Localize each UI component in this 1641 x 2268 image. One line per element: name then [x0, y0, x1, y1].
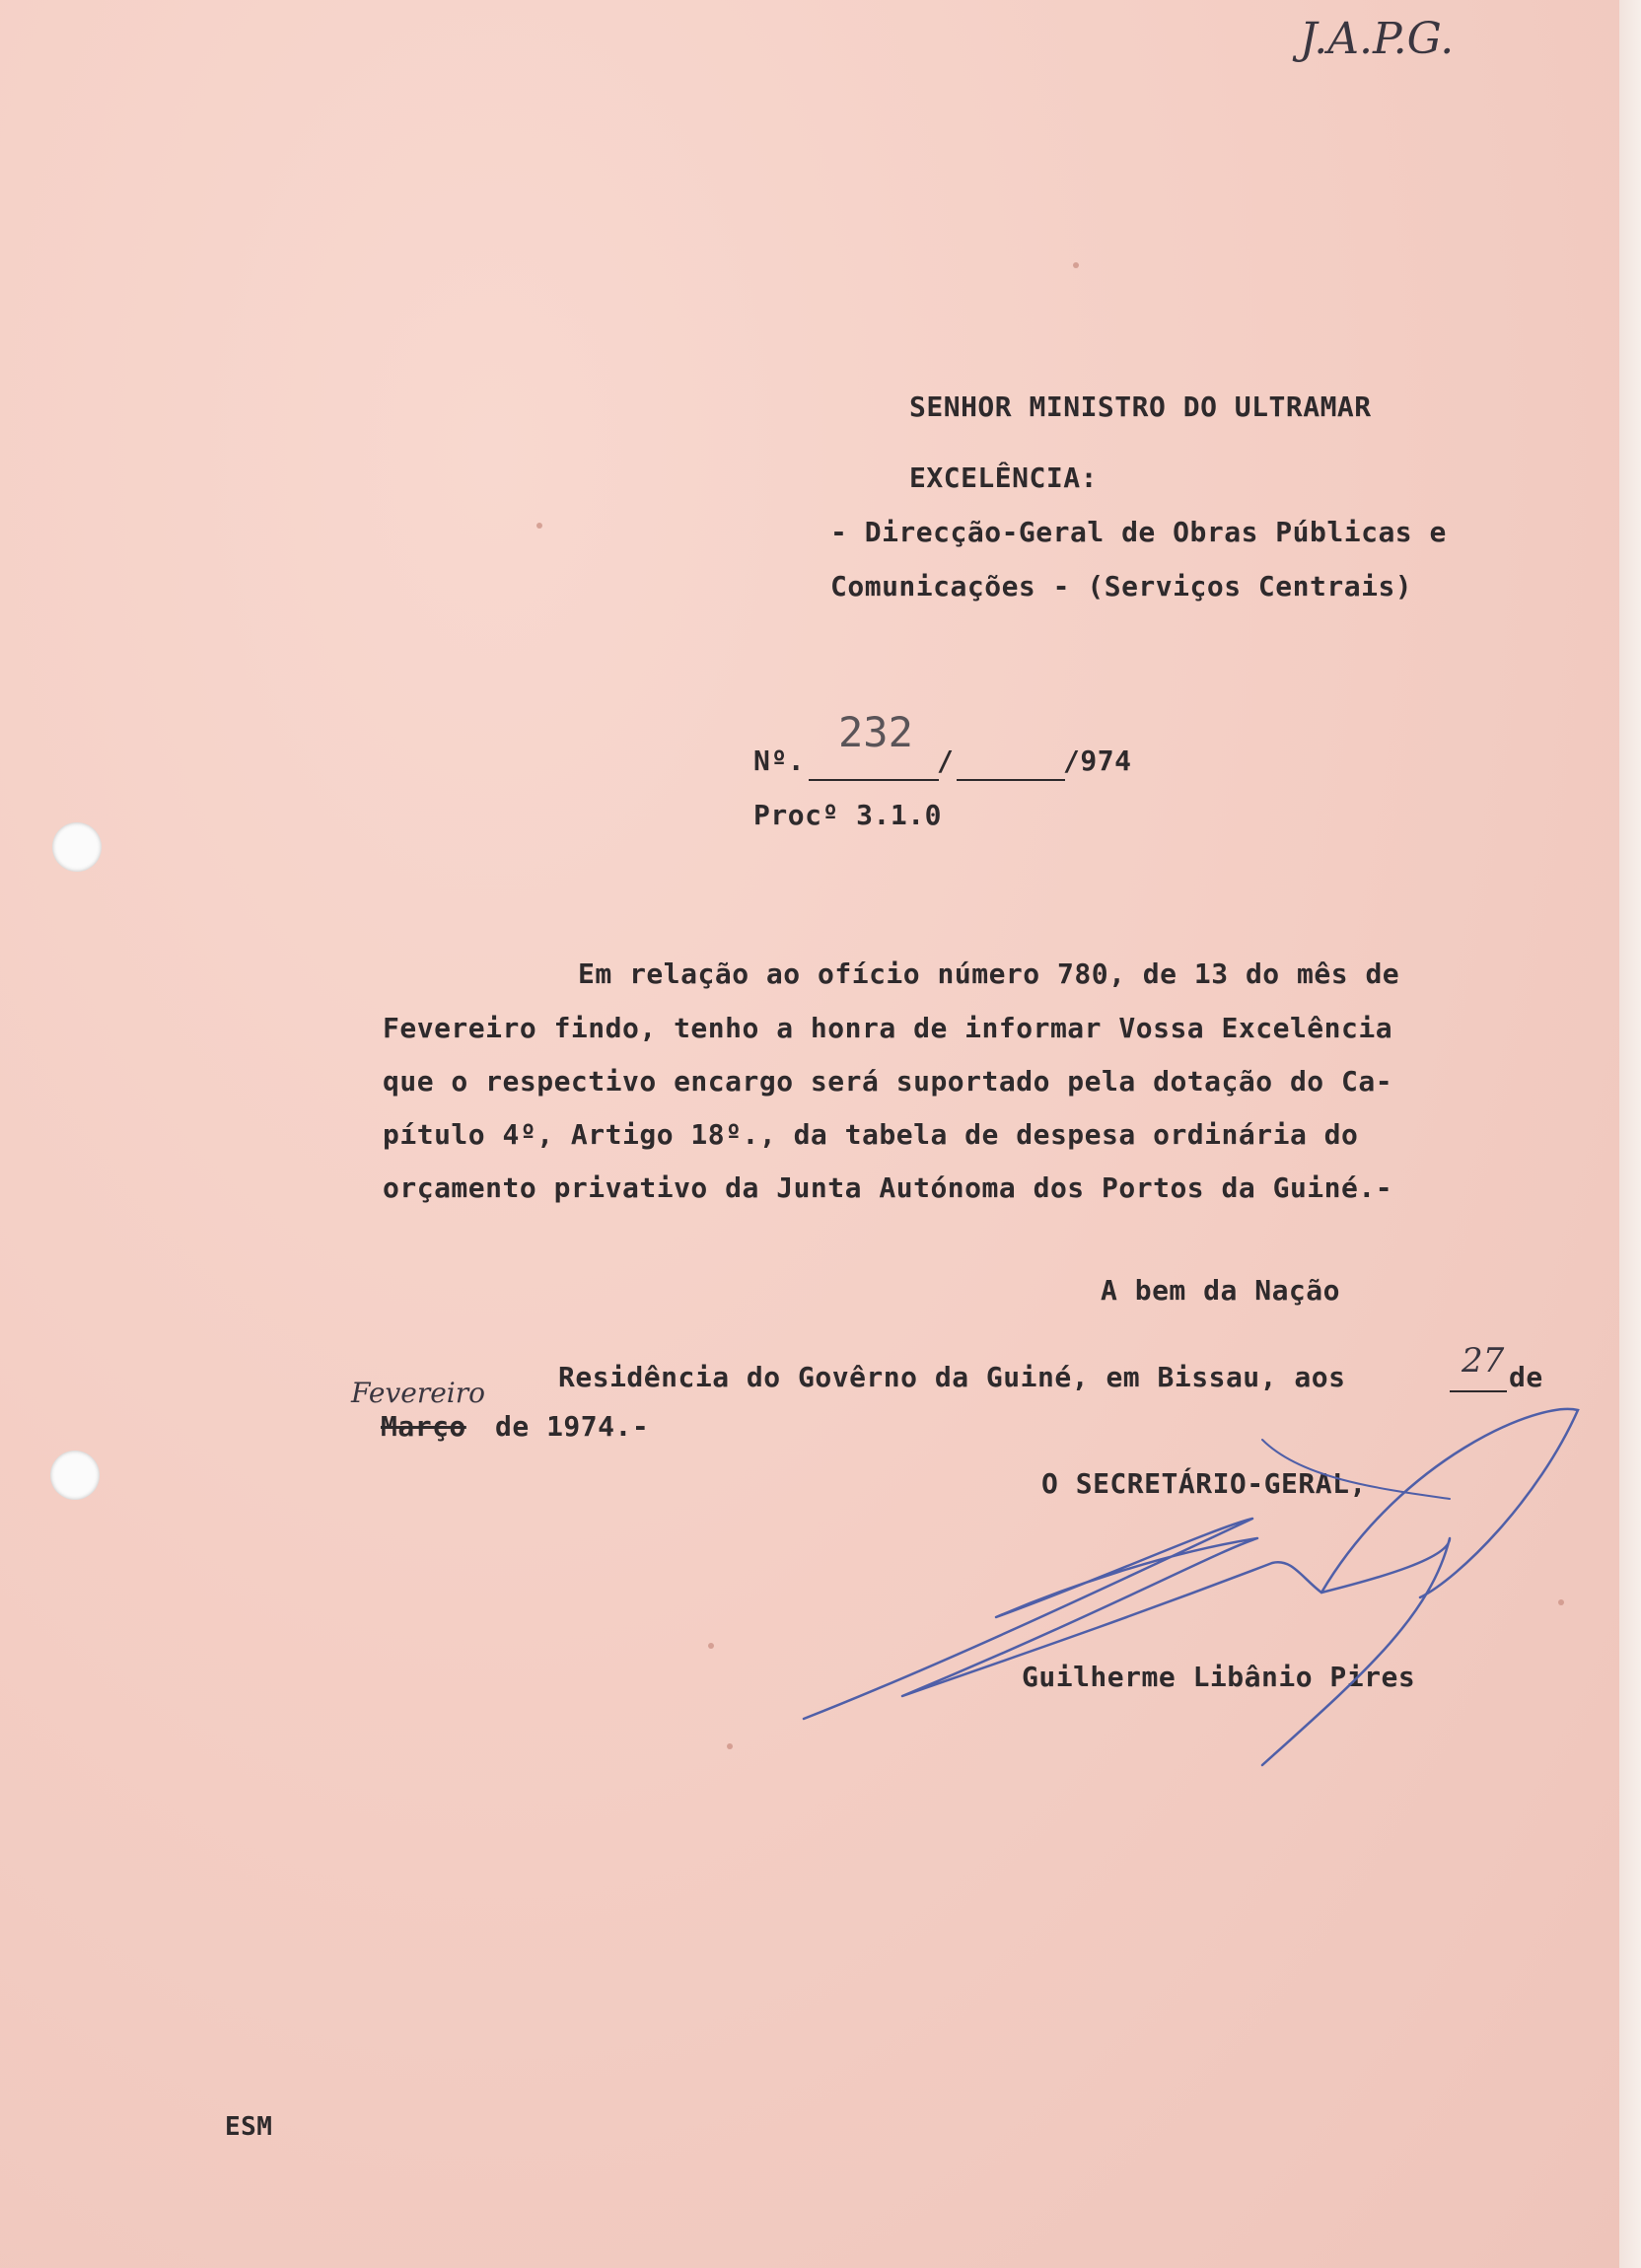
signatory-title: O SECRETÁRIO-GERAL, [1041, 1467, 1367, 1500]
place-date-de: de [1509, 1361, 1543, 1393]
struck-month: Março [381, 1410, 466, 1443]
closing-formula: A bem da Nação [1101, 1274, 1341, 1307]
department-line-1: - Direcção-Geral de Obras Públicas e [830, 516, 1447, 548]
reference-number-stamp: 232 [838, 708, 913, 756]
place-date-text: Residência do Govêrno da Guiné, em Bissau, aos [558, 1361, 1346, 1393]
body-line-4: pítulo 4º, Artigo 18º., da tabela de despesa ordinária do [383, 1118, 1359, 1151]
reference-separator: / [937, 744, 955, 777]
handwritten-initials: J.A.P.G. [1300, 14, 1455, 64]
handwritten-day: 27 [1462, 1341, 1505, 1381]
body-line-2: Fevereiro findo, tenho a honra de informar Vossa Excelência [383, 1012, 1393, 1044]
typist-initials: ESM [225, 2112, 273, 2142]
process-number: Procº 3.1.0 [753, 799, 942, 831]
department-line-2: Comunicações - (Serviços Centrais) [830, 570, 1413, 602]
body-line-5: orçamento privativo da Junta Autónoma dos Portos da Guiné.- [383, 1171, 1393, 1204]
signatory-name: Guilherme Libânio Pires [1022, 1661, 1416, 1693]
addressee: SENHOR MINISTRO DO ULTRAMAR [909, 390, 1372, 423]
body-line-3: que o respectivo encargo será suportado pela dotação do Ca- [383, 1065, 1393, 1098]
reference-number-label: Nº. [753, 744, 806, 777]
body-line-1: Em relação ao ofício número 780, de 13 do mês de [578, 957, 1400, 990]
salutation: EXCELÊNCIA: [909, 461, 1098, 494]
handwritten-month: Fevereiro [351, 1377, 486, 1409]
place-date-year: de 1974.- [495, 1410, 650, 1443]
reference-year: /974 [1063, 744, 1132, 777]
